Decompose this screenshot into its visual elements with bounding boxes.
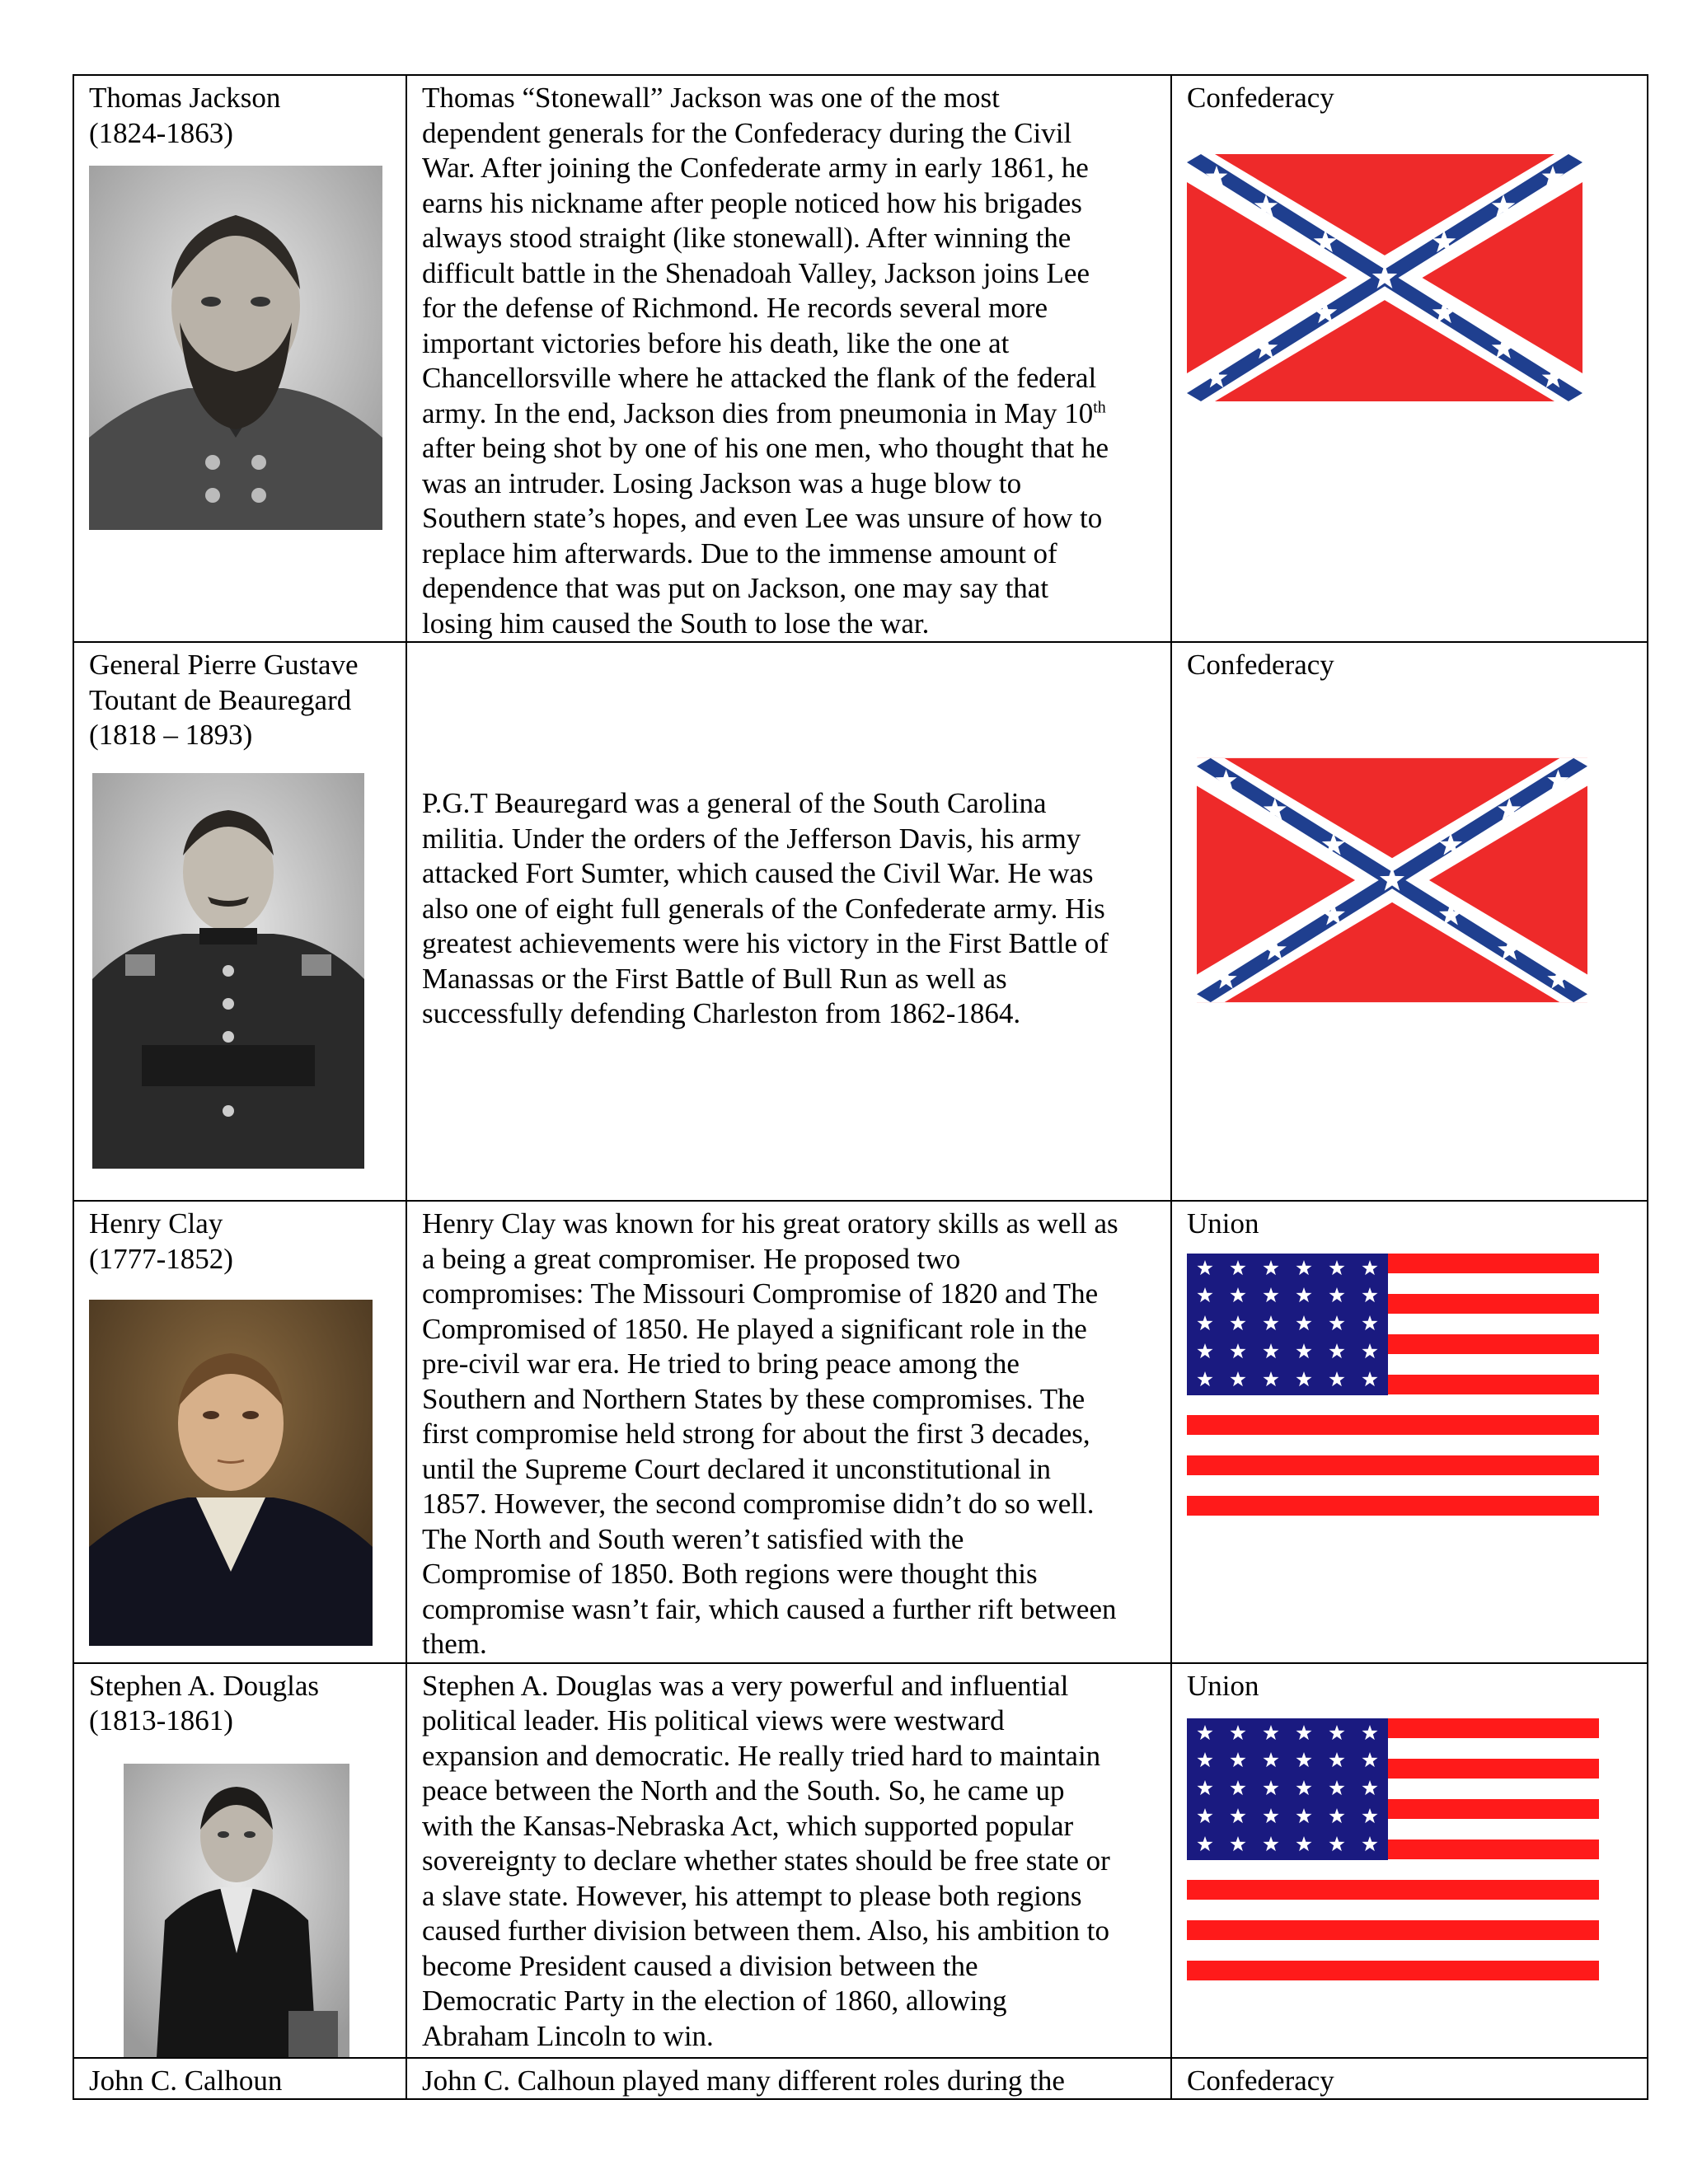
portrait-beauregard	[92, 773, 364, 1169]
side-cell	[1171, 75, 1648, 642]
table-row	[73, 2058, 1648, 2100]
portrait-thomas-jackson	[89, 166, 382, 530]
portrait-henry-clay	[89, 1300, 373, 1646]
side-label: Union	[1187, 1207, 1259, 1240]
person-name: John C. Calhoun	[89, 2064, 283, 2097]
table-row	[73, 1201, 1648, 1663]
superscript-th: th	[1093, 397, 1106, 416]
table-row	[73, 642, 1648, 1201]
figures-table	[73, 74, 1648, 2100]
description-cell	[406, 1201, 1171, 1663]
description-text: P.G.T Beauregard was a general of the South Carolina militia. Under the orders of the Jefferson Davis, his army attacked Fort Sumter, which caused the Civil War. He was also one of eight full generals of the Confederate army. His greatest achievements were his victory in the First Battle of Manassas or the First Battle of Bull Run as well as successfully defending Charleston from 1862-1864.	[422, 787, 1109, 1029]
description-cell	[406, 1663, 1171, 2058]
person-name: Henry Clay (1777-1852)	[89, 1207, 233, 1275]
table-row	[73, 75, 1648, 642]
side-cell	[1171, 642, 1648, 1201]
description-cell	[406, 642, 1171, 1201]
table-row	[73, 1663, 1648, 2058]
name-cell	[73, 642, 406, 1201]
name-cell	[73, 1663, 406, 2058]
description-text	[422, 81, 1156, 641]
confederate-flag-icon	[1187, 154, 1582, 401]
union-flag-icon	[1187, 1254, 1599, 1517]
description-cell	[406, 2058, 1171, 2100]
description-text: John C. Calhoun played many different roles during the	[422, 2064, 1065, 2097]
person-name: Thomas Jackson (1824-1863)	[89, 82, 281, 149]
side-label: Confederacy	[1187, 82, 1334, 114]
description-cell	[406, 75, 1171, 642]
person-name: Stephen A. Douglas (1813-1861)	[89, 1669, 320, 1736]
name-cell	[73, 75, 406, 642]
side-cell	[1171, 2058, 1648, 2100]
confederate-flag-icon	[1197, 754, 1587, 1006]
description-part-2: after being shot by one of his one men, who thought that he was an intruder. Losing Jackson was a huge blow to Southern state’s hopes, and even Lee was unsure of how to replace him afterwards. Due to the immense amount of dependence that was put on Jackson, one may say that losing him caused the South to lose the war.	[422, 432, 1109, 640]
side-cell	[1171, 1201, 1648, 1663]
side-label: Confederacy	[1187, 2064, 1334, 2097]
description-part-1: Thomas “Stonewall” Jackson was one of the most dependent generals for the Confederacy during the Civil War. After joining the Confederate army in early 1861, he earns his nickname after people noticed how his brigades always stood straight (like stonewall). After winning the difficult battle in the Shenadoah Valley, Jackson joins Lee for the defense of Richmond. He records several more important victories before his death, like the one at Chancellorsville where he attacked the flank of the federal army. In the end, Jackson dies from pneumonia in May 10	[422, 82, 1097, 429]
name-cell	[73, 2058, 406, 2100]
side-label: Confederacy	[1187, 649, 1334, 681]
portrait-stephen-douglas	[124, 1764, 349, 2057]
name-cell	[73, 1201, 406, 1663]
description-text: Henry Clay was known for his great oratory skills as well as a being a great compromiser. He proposed two compromises: The Missouri Compromise of 1820 and The Compromised of 1850. He played a significant role in the pre-civil war era. He tried to bring peace among the Southern and Northern States by these compromises. The first compromise held strong for about the first 3 decades, until the Supreme Court declared it unconstitutional in 1857. However, the second compromise didn’t do so well. The North and South weren’t satisfied with the Compromise of 1850. Both regions were thought this compromise wasn’t fair, which caused a further rift between them.	[422, 1207, 1118, 1660]
union-flag-icon	[1187, 1718, 1599, 1982]
side-cell	[1171, 1663, 1648, 2058]
person-name: General Pierre Gustave Toutant de Beauregard (1818 – 1893)	[89, 649, 359, 751]
description-text: Stephen A. Douglas was a very powerful and influential political leader. His political views were westward expansion and democratic. He really tried hard to maintain peace between the North and the South. So, he came up with the Kansas-Nebraska Act, which supported popular sovereignty to declare whether states should be free state or a slave state. However, his attempt to please both regions caused further division between them. Also, his ambition to become President caused a division between the Democratic Party in the election of 1860, allowing Abraham Lincoln to win.	[422, 1669, 1110, 2052]
side-label: Union	[1187, 1669, 1259, 1702]
